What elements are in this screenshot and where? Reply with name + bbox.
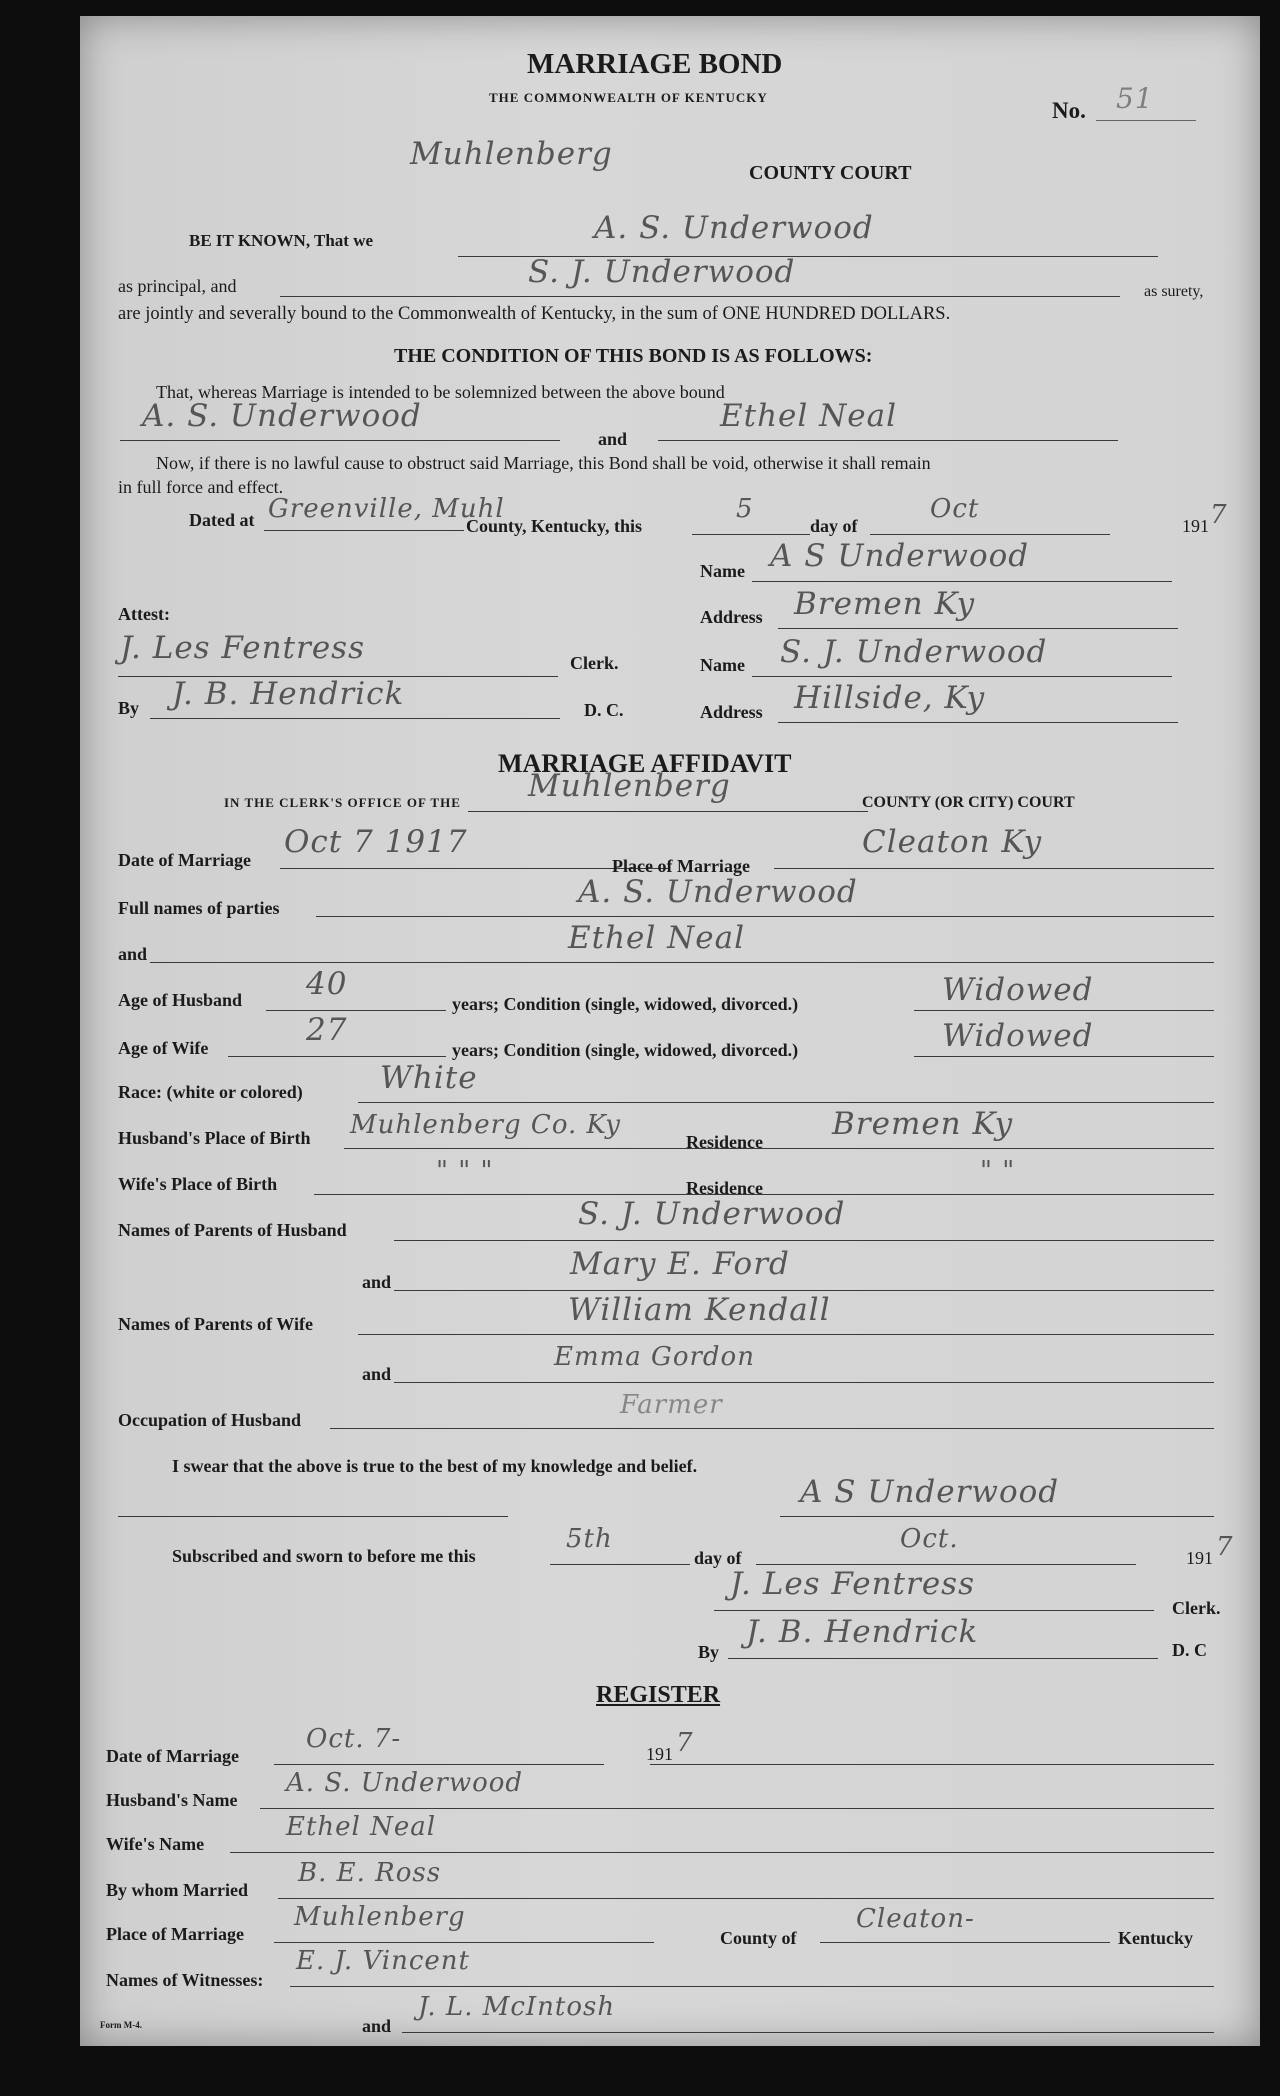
name1-line	[752, 581, 1172, 582]
month-line	[870, 534, 1110, 535]
occupation-line	[330, 1428, 1214, 1429]
register-year-digit: 7	[676, 1728, 694, 1758]
age-husband-line	[266, 1010, 446, 1011]
affidavit-dc-signature: J. B. Hendrick	[746, 1614, 979, 1650]
affidavit-date-value: Oct 7 1917	[284, 824, 468, 860]
affidavit-clerk-signature: J. Les Fentress	[730, 1566, 975, 1602]
affidavit-place-line	[774, 868, 1214, 869]
husband-birth-label: Husband's Place of Birth	[118, 1128, 311, 1148]
now-if-line2: in full force and effect.	[118, 477, 284, 497]
bond-year-digit: 7	[1210, 500, 1228, 530]
sworn-day-of-label: day of	[694, 1548, 742, 1568]
be-it-known-text: BE IT KNOWN, That we	[189, 231, 374, 250]
register-county-line	[820, 1942, 1110, 1943]
husband-birth-line	[344, 1148, 1214, 1149]
affiant-sig-line	[780, 1516, 1214, 1517]
attest-label: Attest:	[118, 604, 170, 624]
bond-party2: Ethel Neal	[720, 398, 898, 434]
affidavit-clerk-line	[714, 1610, 1154, 1611]
register-year-prefix: 191	[646, 1744, 673, 1764]
register-wife-value: Ethel Neal	[286, 1812, 437, 1842]
bond-clerk-signature: J. Les Fentress	[120, 630, 365, 666]
register-kentucky-label: Kentucky	[1118, 1928, 1194, 1948]
county-court-label: COUNTY COURT	[749, 162, 912, 184]
wife-father-value: William Kendall	[568, 1292, 831, 1328]
bond-number-label: No.	[1052, 98, 1086, 123]
subscribed-text: Subscribed and sworn to before me this	[172, 1546, 476, 1566]
bond-number-line	[1096, 120, 1196, 121]
surety-line	[280, 296, 1120, 297]
register-date-value: Oct. 7-	[306, 1724, 402, 1754]
dated-place-line	[264, 530, 464, 531]
condition-husband-value: Widowed	[942, 972, 1094, 1008]
affidavit-party2: Ethel Neal	[568, 920, 746, 956]
husband-residence-value: Bremen Ky	[832, 1106, 1014, 1142]
party2-line	[658, 440, 1118, 441]
bound-sum-text: are jointly and severally bound to the Commonwealth of Kentucky, in the sum of ONE HUNDRED DOLLARS.	[118, 304, 951, 324]
affidavit-county-line	[468, 811, 868, 812]
bond-county-value: Muhlenberg	[410, 136, 613, 172]
dated-place-value: Greenville, Muhl	[268, 494, 505, 524]
witness-and-label: and	[362, 2016, 392, 2036]
husband-mother-line	[394, 1290, 1214, 1291]
address1-line	[778, 628, 1178, 629]
wife-residence-value: " "	[980, 1156, 1016, 1186]
bond-by-label: By	[118, 698, 140, 718]
wife-mother-line	[394, 1382, 1214, 1383]
occupation-label: Occupation of Husband	[118, 1410, 302, 1430]
bond-number-value: 51	[1116, 82, 1154, 115]
register-title: REGISTER	[596, 1682, 721, 1708]
county-city-court-label: COUNTY (OR CITY) COURT	[862, 794, 1075, 811]
whereas-text: That, whereas Marriage is intended to be solemnized between the above bound	[156, 382, 725, 402]
bond-party1: A. S. Underwood	[142, 398, 422, 434]
wife-birth-label: Wife's Place of Birth	[118, 1174, 278, 1194]
affidavit-party1: A. S. Underwood	[578, 874, 858, 910]
party1-line	[120, 440, 560, 441]
by-whom-line	[278, 1898, 1214, 1899]
bond-year-prefix: 191	[1182, 516, 1209, 536]
husband-father-value: S. J. Underwood	[578, 1196, 846, 1232]
register-wife-line	[230, 1852, 1214, 1853]
condition-wife-line	[914, 1056, 1214, 1057]
bond-clerk-label: Clerk.	[570, 653, 619, 673]
witness1-line	[290, 1986, 1214, 1987]
register-husband-value: A. S. Underwood	[286, 1768, 524, 1798]
by-whom-value: B. E. Ross	[298, 1858, 442, 1888]
sworn-month-value: Oct.	[900, 1524, 959, 1554]
wife-mother-value: Emma Gordon	[554, 1342, 755, 1372]
as-principal-text: as principal, and	[118, 276, 237, 296]
wife-father-line	[358, 1334, 1214, 1335]
husband-residence-label: Residence	[686, 1132, 763, 1152]
affidavit-place-value: Cleaton Ky	[862, 824, 1043, 860]
husband-mother-value: Mary E. Ford	[570, 1246, 790, 1282]
age-husband-label: Age of Husband	[118, 990, 243, 1010]
bond-name2: S. J. Underwood	[780, 634, 1048, 670]
affiant-signature: A S Underwood	[800, 1474, 1060, 1510]
condition-wife-label: years; Condition (single, widowed, divorced.)	[452, 1040, 799, 1060]
register-year-line	[650, 1764, 1214, 1765]
affidavit-clerk-label: Clerk.	[1172, 1598, 1221, 1618]
bond-name1: A S Underwood	[770, 538, 1030, 574]
form-number: Form M-4.	[100, 2020, 142, 2030]
husband-father-line	[394, 1240, 1214, 1241]
register-husband-label: Husband's Name	[106, 1790, 238, 1810]
witness2-value: J. L. McIntosh	[418, 1992, 616, 2022]
condition-wife-value: Widowed	[942, 1018, 1094, 1054]
sworn-day-line	[550, 1564, 690, 1565]
sworn-day-value: 5th	[566, 1524, 613, 1554]
wife-birth-value: " " "	[436, 1156, 494, 1186]
affidavit-and-label: and	[118, 944, 148, 964]
age-husband-value: 40	[306, 966, 348, 1002]
register-place-label: Place of Marriage	[106, 1924, 244, 1944]
affidavit-dc-label: D. C	[1172, 1640, 1207, 1660]
age-wife-line	[228, 1056, 446, 1057]
name1-label: Name	[700, 561, 745, 581]
by-whom-label: By whom Married	[106, 1880, 248, 1900]
swear-text: I swear that the above is true to the best of my knowledge and belief.	[172, 1456, 698, 1476]
dc-sig-line	[150, 718, 560, 719]
bond-dc-label: D. C.	[584, 700, 624, 720]
affidavit-county-value: Muhlenberg	[528, 768, 731, 804]
register-place-value: Muhlenberg	[294, 1902, 466, 1932]
register-date-label: Date of Marriage	[106, 1746, 239, 1766]
now-if-line1: Now, if there is no lawful cause to obstruct said Marriage, this Bond shall be void, otherwise it shall remain	[156, 453, 931, 473]
register-date-line	[274, 1764, 604, 1765]
condition-husband-label: years; Condition (single, widowed, divorced.)	[452, 994, 799, 1014]
bond-day-value: 5	[736, 494, 754, 524]
register-county-value: Cleaton-	[856, 1904, 975, 1934]
sworn-year-prefix: 191	[1186, 1548, 1213, 1568]
sworn-month-line	[756, 1564, 1136, 1565]
bond-title: MARRIAGE BOND	[527, 48, 783, 80]
commonwealth-heading: THE COMMONWEALTH OF KENTUCKY	[489, 90, 768, 105]
wife-residence-label: Residence	[686, 1178, 763, 1198]
party2-affidavit-line	[150, 962, 1214, 963]
bond-month-value: Oct	[930, 494, 980, 524]
parents-husband-label: Names of Parents of Husband	[118, 1220, 347, 1240]
condition-heading: THE CONDITION OF THIS BOND IS AS FOLLOWS:	[394, 345, 873, 367]
race-line	[358, 1102, 1214, 1103]
husband-parents-and-label: and	[362, 1272, 392, 1292]
surety-name: S. J. Underwood	[528, 254, 796, 290]
full-names-label: Full names of parties	[118, 898, 280, 918]
race-value: White	[380, 1060, 478, 1096]
address1-label: Address	[700, 607, 763, 627]
bond-day-of-label: day of	[810, 516, 858, 536]
as-surety-text: as surety,	[1144, 283, 1204, 300]
age-wife-value: 27	[306, 1012, 348, 1048]
witnesses-label: Names of Witnesses:	[106, 1970, 264, 1990]
county-kentucky-text: County, Kentucky, this	[466, 516, 643, 536]
wife-parents-and-label: and	[362, 1364, 392, 1384]
affidavit-by-label: By	[698, 1642, 720, 1662]
principal-name: A. S. Underwood	[594, 210, 874, 246]
clerks-office-text: IN THE CLERK'S OFFICE OF THE	[224, 795, 461, 810]
day-line	[692, 534, 810, 535]
blank-signature-line	[118, 1516, 508, 1517]
race-label: Race: (white or colored)	[118, 1082, 303, 1102]
witness2-line	[402, 2032, 1214, 2033]
register-place-line	[274, 1942, 654, 1943]
register-wife-label: Wife's Name	[106, 1834, 205, 1854]
affidavit-title: MARRIAGE AFFIDAVIT	[498, 749, 792, 778]
register-county-of-label: County of	[720, 1928, 797, 1948]
dated-at-label: Dated at	[189, 510, 255, 530]
full-names-line	[316, 916, 1214, 917]
bond-address1: Bremen Ky	[794, 586, 976, 622]
bond-address2: Hillside, Ky	[794, 680, 986, 716]
address2-label: Address	[700, 702, 763, 722]
affidavit-date-label: Date of Marriage	[118, 850, 251, 870]
wife-birth-line	[314, 1194, 1214, 1195]
marriage-bond-form	[80, 16, 1260, 2046]
address2-line	[778, 722, 1178, 723]
condition-husband-line	[914, 1010, 1214, 1011]
witness1-value: E. J. Vincent	[296, 1946, 470, 1976]
name2-line	[752, 676, 1172, 677]
parents-wife-label: Names of Parents of Wife	[118, 1314, 313, 1334]
sworn-year-digit: 7	[1216, 1532, 1234, 1562]
bond-dc-signature: J. B. Hendrick	[172, 676, 405, 712]
name2-label: Name	[700, 655, 745, 675]
affidavit-dc-line	[728, 1658, 1158, 1659]
bond-and-label: and	[598, 429, 628, 449]
affidavit-place-label: Place of Marriage	[612, 856, 750, 876]
age-wife-label: Age of Wife	[118, 1038, 209, 1058]
husband-birth-value: Muhlenberg Co. Ky	[350, 1110, 621, 1140]
occupation-value: Farmer	[620, 1390, 723, 1420]
register-husband-line	[260, 1808, 1214, 1809]
